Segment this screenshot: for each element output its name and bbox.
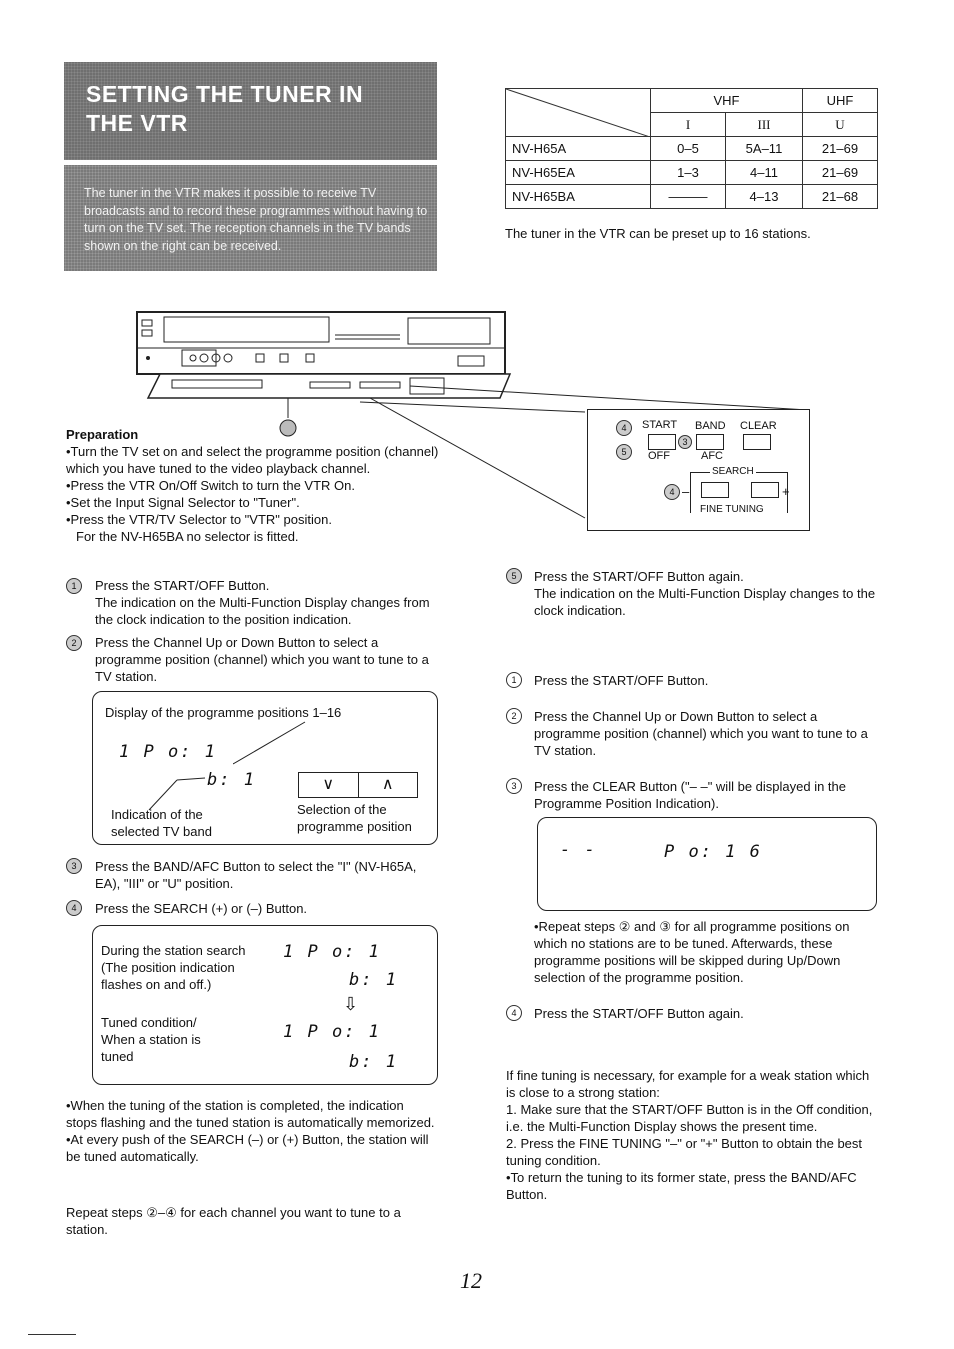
clear-position-display: P o: 1 6 bbox=[664, 842, 762, 862]
search-segment-display: 1 P o: 1 bbox=[283, 942, 381, 962]
tuning-notes: •When the tuning of the station is completed, the indication stops flashing and the tuned station is automatically memorized. •At every push of the SEARCH (–) or (+) Button, the station will be tuned automatically. bbox=[66, 1098, 435, 1164]
transition-arrow-icon: ⇩ bbox=[343, 994, 359, 1014]
search-minus-button[interactable] bbox=[701, 482, 729, 498]
step-3-icon: 3 bbox=[678, 435, 692, 449]
fine-item: 2. Press the FINE TUNING "–" or "+" Button to obtain the best tuning condition. bbox=[506, 1136, 863, 1168]
table-row: NV-H65A 0–5 5A–11 21–69 bbox=[506, 137, 878, 161]
skip-step-1-text: Press the START/OFF Button. bbox=[534, 673, 709, 688]
start-off-button[interactable] bbox=[648, 434, 676, 450]
fine-tuning-intro: If fine tuning is necessary, for example for a weak station which is close to a strong station: bbox=[506, 1068, 870, 1100]
tuned-description: Tuned condition/ When a station is tuned bbox=[101, 1015, 201, 1064]
skip-step-3-text: Press the CLEAR Button ("– –" will be displayed in the Programme Position Indication). bbox=[534, 779, 846, 811]
prep-item: •Press the VTR/TV Selector to "VTR" position. bbox=[66, 512, 332, 527]
position-selection-label: Selection of the programme position bbox=[297, 802, 412, 834]
band-indication-label: Indication of the selected TV band bbox=[111, 807, 212, 839]
step-5-icon: 5 bbox=[616, 444, 632, 460]
search-description: During the station search (The position indication flashes on and off.) bbox=[101, 943, 246, 992]
segment-band-display: b: 1 bbox=[207, 770, 256, 790]
step-3-text: Press the BAND/AFC Button to select the "I" (NV-H65A, EA), "III" or "U" position. bbox=[95, 859, 417, 891]
step-4-text: Press the SEARCH (+) or (–) Button. bbox=[95, 901, 308, 916]
label-minus: – bbox=[682, 484, 690, 499]
search-plus-button[interactable] bbox=[751, 482, 779, 498]
step-5b-icon: 5 bbox=[506, 568, 522, 584]
header-uhf: UHF bbox=[803, 89, 878, 113]
channel-up-button[interactable]: ∧ bbox=[381, 776, 394, 793]
step-4c-icon: 4 bbox=[66, 900, 82, 916]
display-box-title: Display of the programme positions 1–16 bbox=[105, 705, 342, 720]
display-positions-box bbox=[92, 691, 438, 845]
clear-dashes-display: - - bbox=[560, 840, 597, 860]
table-corner bbox=[506, 89, 651, 137]
label-plus: + bbox=[782, 484, 790, 499]
step-4b-icon: 4 bbox=[664, 484, 680, 500]
band-table bbox=[505, 88, 878, 209]
label-off: OFF bbox=[648, 450, 670, 462]
prep-item: •Set the Input Signal Selector to "Tuner". bbox=[66, 495, 300, 510]
fine-note: •To return the tuning to its former state, press the BAND/AFC Button. bbox=[506, 1170, 857, 1202]
band-table-wrap bbox=[505, 88, 878, 209]
search-band-segment: b: 1 bbox=[349, 970, 398, 990]
search-status-box bbox=[92, 925, 438, 1085]
label-afc: AFC bbox=[701, 450, 723, 462]
prep-item: •Press the VTR On/Off Switch to turn the VTR On. bbox=[66, 478, 355, 493]
skip-step-4-icon: 4 bbox=[506, 1005, 522, 1021]
prep-note: For the NV-H65BA no selector is fitted. bbox=[76, 529, 299, 544]
skip-step-2-text: Press the Channel Up or Down Button to select a programme position (channel) which you want to tune to a TV station. bbox=[534, 709, 868, 758]
skip-step-2-icon: 2 bbox=[506, 708, 522, 724]
step-1-icon: 1 bbox=[66, 578, 82, 594]
preparation-heading: Preparation bbox=[66, 427, 139, 442]
clear-button[interactable] bbox=[743, 434, 771, 450]
segment-position-display: 1 P o: 1 bbox=[119, 742, 217, 762]
step-3b-icon: 3 bbox=[66, 858, 82, 874]
skip-step-3-icon: 3 bbox=[506, 778, 522, 794]
header-band-iii: III bbox=[726, 113, 803, 137]
header-band-u: U bbox=[803, 113, 878, 137]
page-number: 12 bbox=[460, 1268, 482, 1293]
skip-step-4-text: Press the START/OFF Button again. bbox=[534, 1006, 744, 1021]
header-vhf: VHF bbox=[651, 89, 803, 113]
tuned-segment-display: 1 P o: 1 bbox=[283, 1022, 381, 1042]
label-clear: CLEAR bbox=[740, 420, 777, 432]
header-band-i: I bbox=[651, 113, 726, 137]
step-5-text: Press the START/OFF Button again. The indication on the Multi-Function Display changes to the clock indication. bbox=[534, 569, 876, 618]
step-2-text: Press the Channel Up or Down Button to select a programme position (channel) which you want to tune to a TV station. bbox=[95, 635, 429, 684]
preparation-section bbox=[66, 426, 441, 545]
pointer-line bbox=[233, 720, 313, 766]
tuned-band-segment: b: 1 bbox=[349, 1052, 398, 1072]
footer-rule bbox=[28, 1334, 76, 1335]
table-row: NV-H65EA 1–3 4–11 21–69 bbox=[506, 161, 878, 185]
page-title: SETTING THE TUNER IN THE VTR bbox=[86, 81, 364, 136]
band-afc-button[interactable] bbox=[696, 434, 724, 450]
step-1-text: Press the START/OFF Button. The indication on the Multi-Function Display changes from the clock indication to the position indication. bbox=[95, 578, 430, 627]
label-start: START bbox=[642, 419, 678, 431]
label-fine-tuning: FINE TUNING bbox=[700, 504, 764, 515]
clear-display-box bbox=[537, 817, 877, 911]
intro-text: The tuner in the VTR makes it possible to receive TV broadcasts and to record these programmes without having to turn on the TV set. The reception channels in the TV bands shown on the right can be received. bbox=[84, 186, 428, 253]
table-note: The tuner in the VTR can be preset up to 16 stations. bbox=[505, 226, 811, 241]
step-4-icon: 4 bbox=[616, 420, 632, 436]
repeat-note: Repeat steps ②–④ for each channel you want to tune to a station. bbox=[66, 1205, 401, 1237]
step-2-icon: 2 bbox=[66, 635, 82, 651]
diagonal-line bbox=[506, 89, 650, 137]
fine-tuning-section bbox=[506, 1067, 877, 1203]
skip-step-1-icon: 1 bbox=[506, 672, 522, 688]
control-panel bbox=[587, 409, 810, 531]
table-row: NV-H65BA ——— 4–13 21–68 bbox=[506, 185, 878, 209]
channel-down-button[interactable]: ∨ bbox=[299, 773, 359, 797]
label-search: SEARCH bbox=[712, 466, 754, 477]
repeat-clear-note: •Repeat steps ② and ③ for all programme positions on which no stations are to be tuned. Afterwards, these programme positions will be skipped during Up/Down selection of the programme position. bbox=[534, 919, 850, 985]
label-band: BAND bbox=[695, 420, 726, 432]
prep-item: •Turn the TV set on and select the programme position (channel) which you have tuned to the video playback channel. bbox=[66, 444, 439, 476]
fine-item: 1. Make sure that the START/OFF Button is in the Off condition, i.e. the Multi-Function Display shows the present time. bbox=[506, 1102, 873, 1134]
channel-buttons bbox=[298, 772, 418, 798]
